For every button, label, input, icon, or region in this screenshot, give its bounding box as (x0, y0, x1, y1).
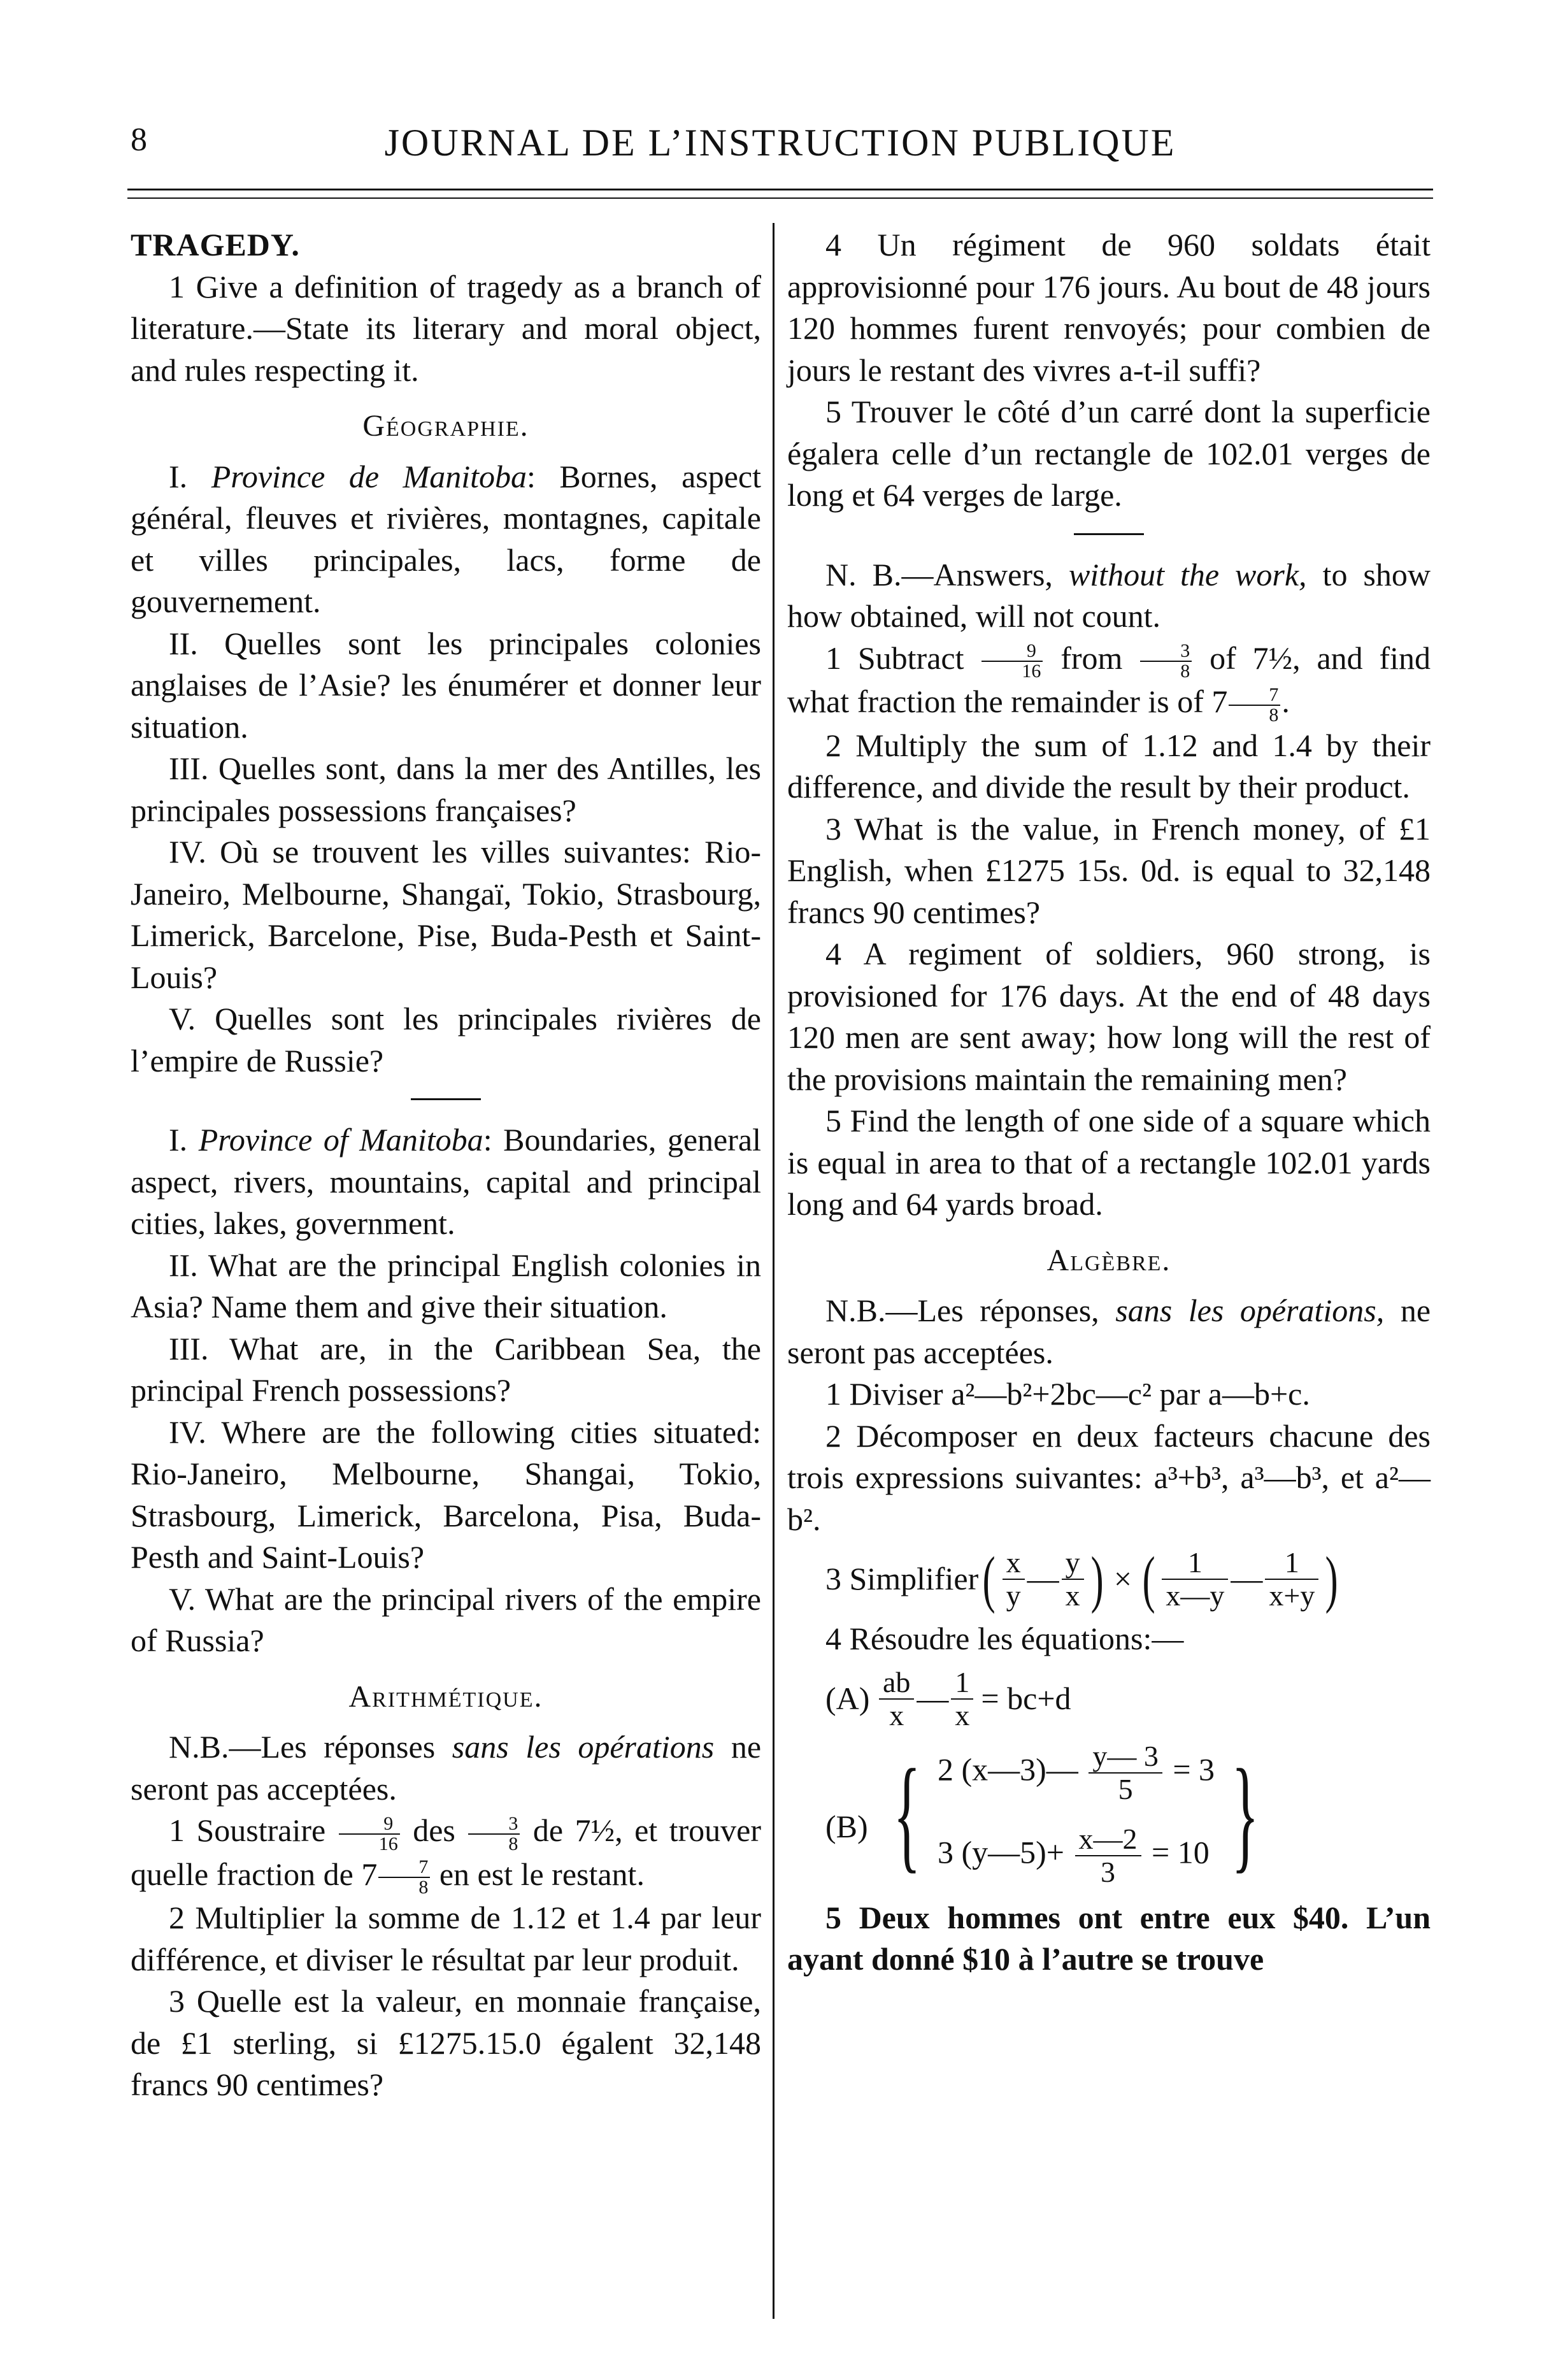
fraction-denominator: 8 (418, 1877, 429, 1898)
fraction (1265, 1547, 1318, 1612)
minus-sign: — (1231, 1561, 1263, 1597)
brace-close: } (1231, 1743, 1259, 1884)
fraction-denominator: x (889, 1698, 904, 1731)
en-nb (787, 554, 1431, 638)
geo-fr-question-4: IV. Où se trouvent les villes suivantes: Rio-Janeiro, Melbourne, Shangaï, Tokio, Strasbourg, Limerick, Barcelone, Pise, Buda-Pesth et Saint-Louis? (131, 834, 761, 995)
geo-en-question-2: II. What are the principal English colonies in Asia? Name them and give their situation. (131, 1247, 761, 1324)
en-question-3: 3 What is the value, in French money, of £1 English, when £1275 15s. 0d. is equal to 32,148 francs 90 centimes? (787, 810, 1431, 930)
geo-fr-question-5: V. Quelles sont les principales rivières de l’empire de Russie? (131, 1001, 761, 1079)
alg-nb-italic: sans les opérations, (1115, 1293, 1385, 1329)
fraction-denominator: 8 (1180, 661, 1190, 682)
fraction-numerator: ab (879, 1667, 914, 1700)
fraction (1003, 1547, 1025, 1612)
alg-nb-prefix: N.B.—Les réponses, (825, 1293, 1099, 1329)
page-number: 8 (131, 122, 147, 158)
equation-b-lines (938, 1740, 1215, 1888)
fraction-numerator: 9 (339, 1814, 400, 1835)
tragedy-title: TRAGEDY. (131, 227, 300, 262)
fraction (951, 1667, 973, 1731)
geo-en-1-italic: Province of Manitoba (198, 1122, 483, 1158)
geo-en-1-prefix: I. (169, 1122, 188, 1158)
right-column (787, 224, 1431, 1981)
en-nb-prefix: N. B.—Answers, (825, 556, 1053, 592)
arith-nb-italic: sans les opérations (452, 1729, 715, 1765)
fraction-denominator: 3 (1101, 1855, 1115, 1888)
fraction-numerator: x—2 (1075, 1823, 1141, 1856)
minus-sign: — (917, 1680, 949, 1716)
paren-close: ) (1090, 1544, 1104, 1615)
equation-b-line-1 (938, 1740, 1215, 1805)
header-rule-top (127, 189, 1433, 190)
geo-fr-question-1 (131, 456, 761, 623)
en-1-a: 1 Subtract (825, 640, 964, 676)
eq-b2-rest: = 10 (1152, 1834, 1210, 1870)
arith-nb-rest: ne seront pas acceptées. (131, 1729, 762, 1807)
geo-en-question-5: V. What are the principal rivers of the empire of Russia? (131, 1581, 761, 1658)
alg-nb (787, 1290, 1431, 1373)
equation-b-label: (B) (825, 1808, 868, 1844)
geo-fr-1-italic: Province de Manitoba (211, 458, 527, 494)
fraction-denominator: 8 (1269, 704, 1279, 726)
geo-en-question-3: III. What are, in the Caribbean Sea, the principal French possessions? (131, 1330, 761, 1408)
page-header (127, 115, 1433, 172)
arith-1-d: en est le restant. (439, 1856, 645, 1892)
alg-question-3 (787, 1544, 1431, 1615)
fraction-numerator: 1 (951, 1667, 973, 1700)
geo-fr-1-prefix: I. (169, 458, 188, 494)
alg-question-5: 5 Deux hommes ont entre eux $40. L’un ayant donné $10 à l’autre se trouve (787, 1899, 1431, 1977)
fraction-numerator: 3 (1140, 642, 1192, 662)
en-question-4: 4 A regiment of soldiers, 960 strong, is provisioned for 176 days. At the end of 48 days 120 men are sent away; how long will the rest of the provisions maintain the remaining men? (787, 936, 1431, 1097)
alg-3-label: 3 Simplifier (825, 1561, 979, 1597)
fraction (1089, 1740, 1162, 1805)
eq-b1-a: 2 (x—3)— (938, 1751, 1078, 1788)
tragedy-question-1: 1 Give a definition of tragedy as a branch of literature.—State its literary and moral object, and rules respecting it. (131, 268, 761, 388)
arith-question-4: 4 Un régiment de 960 soldats était approvisionné pour 176 jours. Au bout de 48 jours 120 hommes furent renvoyés; pour combien de jours le restant des vivres a-t-il suffi? (787, 227, 1431, 388)
equation-b (787, 1740, 1431, 1888)
fraction (1075, 1823, 1141, 1888)
alg-question-1: 1 Diviser a²—b²+2bc—c² par a—b+c. (825, 1376, 1310, 1412)
algebra-heading: Algèbre. (1046, 1243, 1171, 1277)
section-separator (1074, 533, 1144, 535)
equation-b-line-2 (938, 1823, 1215, 1888)
arith-1-b: des (413, 1812, 455, 1848)
fraction-denominator: x—y (1166, 1579, 1225, 1612)
arith-1-a: 1 Soustraire (169, 1812, 326, 1848)
fraction-numerator: 7 (1229, 685, 1280, 706)
arith-1-c: de 7½, et trouver quelle fraction de 7 (131, 1812, 762, 1892)
fraction-numerator: 1 (1265, 1547, 1318, 1580)
paren-open: ( (982, 1544, 996, 1615)
alg-nb-rest: ne seront pas acceptées. (787, 1293, 1431, 1370)
column-divider (773, 223, 774, 2319)
fraction-numerator: 7 (378, 1858, 430, 1878)
fraction (378, 1858, 430, 1897)
brace-open: { (893, 1743, 921, 1884)
fraction (1062, 1547, 1084, 1612)
header-rule-bottom (127, 197, 1433, 199)
alg-question-4: 4 Résoudre les équations:— (825, 1621, 1184, 1657)
fraction-numerator: y— 3 (1089, 1740, 1162, 1774)
section-separator (411, 1098, 481, 1100)
fraction-numerator: 3 (468, 1814, 520, 1835)
arith-question-3: 3 Quelle est la valeur, en monnaie française, de £1 sterling, si £1275.15.0 égalent 32,148 francs 90 centimes? (131, 1983, 761, 2103)
geo-fr-question-2: II. Quelles sont les principales colonies anglaises de l’Asie? les énumérer et donner leur situation. (131, 625, 761, 745)
fraction-numerator: x (1003, 1547, 1025, 1580)
eq-b2-a: 3 (y—5)+ (938, 1834, 1064, 1870)
geo-fr-question-3: III. Quelles sont, dans la mer des Antilles, les principales possessions françaises? (131, 750, 761, 828)
geo-en-question-1 (131, 1119, 761, 1245)
fraction (339, 1814, 400, 1854)
fraction-denominator: 8 (508, 1833, 518, 1854)
geo-en-1-rest: : Boundaries, general aspect, rivers, mountains, capital and principal cities, lakes, government. (131, 1122, 761, 1241)
fraction (468, 1814, 520, 1854)
arith-question-2: 2 Multiplier la somme de 1.12 et 1.4 par leur différence, et diviser le résultat par leur produit. (131, 1900, 761, 1977)
en-nb-rest: to show how obtained, will not count. (787, 556, 1431, 634)
en-question-5: 5 Find the length of one side of a square which is equal in area to that of a rectangle 102.01 yards long and 64 yards broad. (787, 1103, 1431, 1222)
equation-a-rest: = bc+d (981, 1680, 1071, 1716)
left-column (131, 224, 761, 2106)
alg-question-2: 2 Décomposer en deux facteurs chacune des trois expressions suivantes: a³+b³, a³—b³, et a²—b². (787, 1417, 1431, 1537)
en-1-b: from (1060, 640, 1123, 676)
fraction (982, 642, 1043, 681)
geo-en-question-4: IV. Where are the following cities situated: Rio-Janeiro, Melbourne, Shangai, Tokio, Strasbourg, Limerick, Barcelona, Pisa, Buda-Pesth and Saint-Louis? (131, 1414, 761, 1575)
geography-heading: Géographie. (362, 409, 529, 443)
fraction-denominator: x (1065, 1579, 1080, 1612)
fraction-denominator: x+y (1269, 1579, 1315, 1612)
fraction (1140, 642, 1192, 681)
en-nb-italic: without the work, (1068, 556, 1307, 592)
arithmetic-heading: Arithmétique. (348, 1679, 543, 1714)
en-question-1 (787, 638, 1431, 725)
fraction-denominator: 16 (1022, 661, 1041, 682)
eq-b1-rest: = 3 (1173, 1751, 1215, 1788)
fraction-denominator: x (955, 1698, 970, 1731)
fraction-numerator: y (1062, 1547, 1084, 1580)
geo-fr-1-rest: : Bornes, aspect général, fleuves et rivières, montagnes, capitale et villes principales, lacs, forme de gouvernement. (131, 458, 762, 619)
minus-sign: — (1027, 1561, 1059, 1597)
arith-nb-prefix: N.B.—Les réponses (169, 1729, 436, 1765)
arith-question-1 (131, 1810, 761, 1897)
running-title: JOURNAL DE L’INSTRUCTION PUBLIQUE (384, 122, 1176, 164)
fraction (879, 1667, 914, 1731)
en-1-c: of 7½, and find what fraction the remainder is of 7 (787, 640, 1431, 720)
equation-a-label: (A) (825, 1680, 870, 1716)
fraction-numerator: 1 (1162, 1547, 1228, 1580)
fraction (1162, 1547, 1228, 1612)
en-question-2: 2 Multiply the sum of 1.12 and 1.4 by their difference, and divide the result by their product. (787, 727, 1431, 805)
arith-question-5: 5 Trouver le côté d’un carré dont la superficie égalera celle d’un rectangle de 102.01 verges de long et 64 verges de large. (787, 394, 1431, 513)
fraction (1229, 685, 1280, 725)
equation-a (787, 1667, 1431, 1731)
times-sign: × (1113, 1561, 1132, 1597)
fraction-denominator: 16 (378, 1833, 398, 1854)
paren-open: ( (1142, 1544, 1155, 1615)
fraction-denominator: y (1006, 1579, 1021, 1612)
fraction-numerator: 9 (982, 642, 1043, 662)
paren-close: ) (1325, 1544, 1339, 1615)
fraction-denominator: 5 (1118, 1772, 1133, 1805)
en-1-d: . (1281, 684, 1290, 720)
arith-nb (131, 1726, 761, 1810)
